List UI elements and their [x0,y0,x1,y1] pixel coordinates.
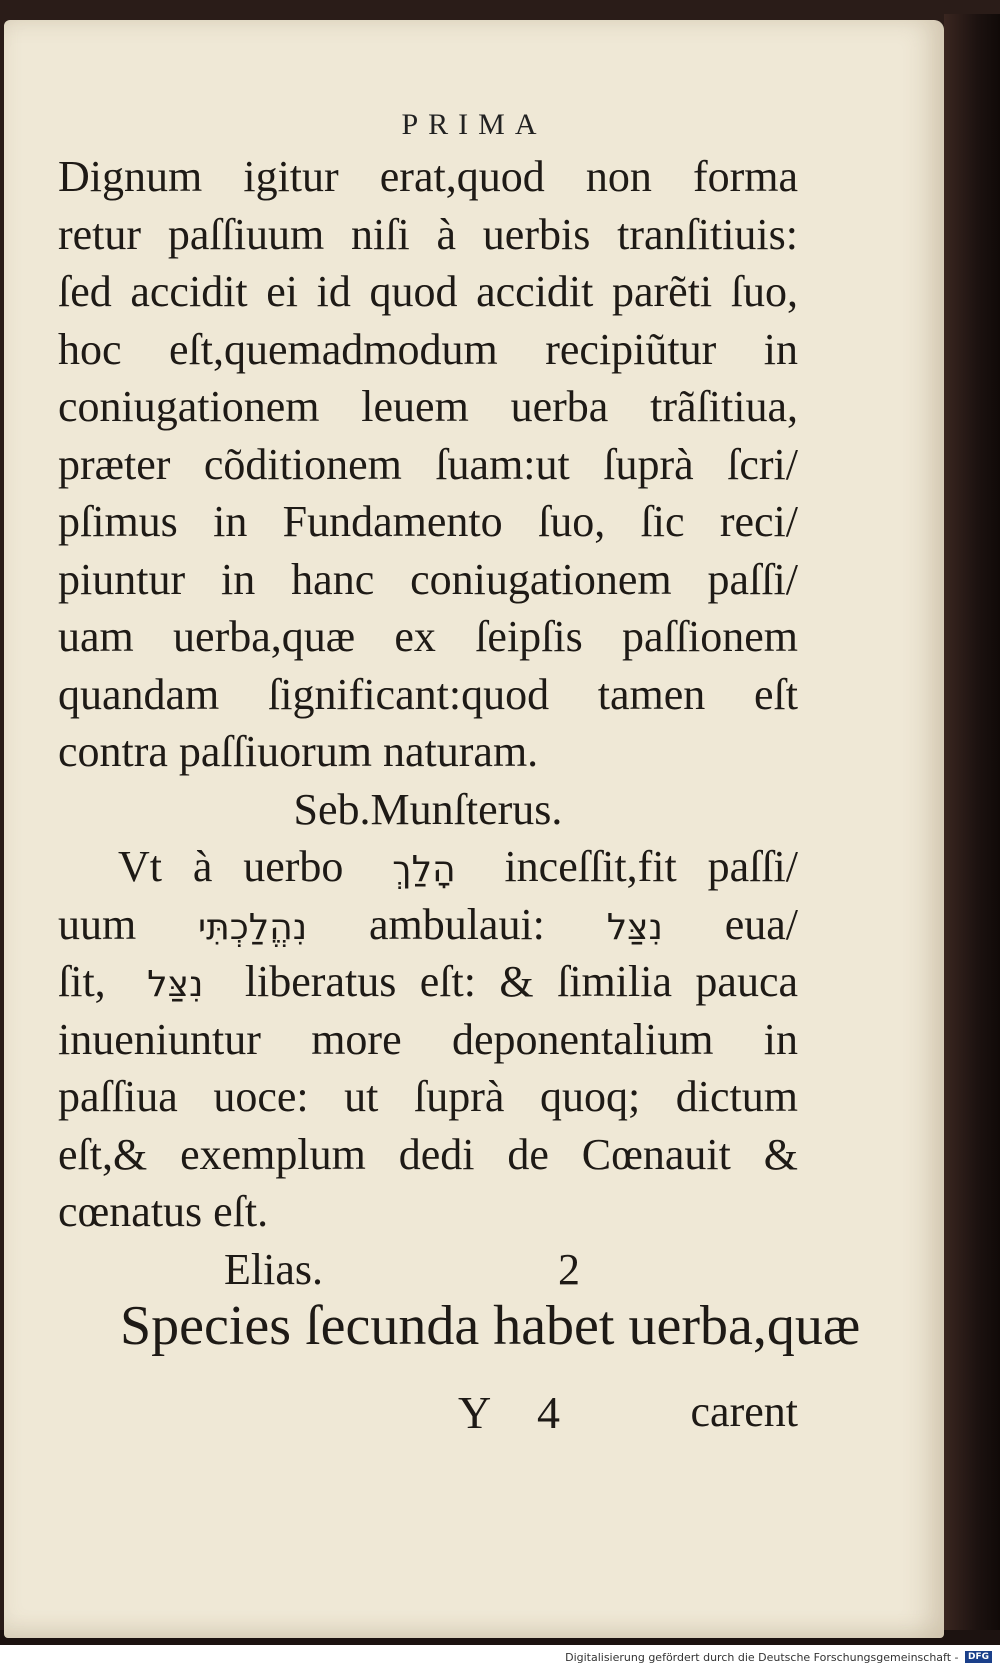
text-line: pſimus in Fundamento ſuo, ſic reci/ [58,497,798,546]
text-line: hoc eſt,quemadmodum recipiũtur in [58,324,798,374]
text-line: ſed accidit ei id quod accidit parẽti ſuo, [58,267,798,316]
book-page [4,20,944,1638]
text-line: retur paſſiuum niſi à uerbis tranſitiuis: [58,209,798,259]
dfg-logo: DFG [965,1651,992,1663]
book-edge [944,14,1000,1640]
hebrew-word: הָלַךְ [392,849,456,890]
text-fragment: eua/ [724,899,799,949]
hebrew-word: נִהֱלַכְתִּי [198,906,308,948]
section-number: 2 [558,1244,580,1294]
text-line: uam uerba,quæ ex ſeipſis paſſionem [58,612,798,661]
text-fragment: Vt à uerbo [118,842,344,891]
text-line [58,1295,861,1357]
signature-line [58,1386,798,1446]
text-line: contra paſſiuorum naturam. [58,727,539,776]
text-line: Dignum igitur erat,quod non forma [58,152,798,201]
text-line-hebrew [58,838,798,896]
text-line: paſſiua uoce: ut ſuprà quoq; dictum [58,1072,798,1121]
author-heading: Elias. [224,1244,323,1294]
author-line [58,1241,798,1299]
author-heading: Seb.Munſterus. [293,784,563,834]
hebrew-word: נִצַּל [147,964,204,1005]
text-line: præter cõditionem ſuam:ut ſuprà ſcri/ [58,439,798,489]
running-head: PRIMA [401,108,547,141]
text-line: quandam ſignificant:quod tamen eſt [58,669,798,719]
text-line: cœnatus eſt. [58,1187,269,1236]
text-fragment: Species ſecunda habet uerba,quæ [120,1295,861,1357]
text-fragment: liberatus eſt: & ſimilia pauca [244,957,799,1006]
text-line: coniugationem leuem uerba trãſitiua, [58,382,798,431]
text-line-hebrew [58,953,798,1011]
hebrew-word: נִצַּל [606,906,663,948]
digitization-footer [0,1650,992,1670]
text-fragment: inceſſit,fit paſſi/ [504,842,799,891]
text-line: inueniuntur more deponentalium in [58,1014,798,1064]
catchword: carent [690,1387,798,1436]
signature-mark: Y 4 [458,1387,579,1438]
text-fragment: uum [58,899,137,949]
text-fragment: ſit, [58,957,106,1006]
text-line: piuntur in hanc coniugationem paſſi/ [58,554,798,604]
page-text [58,148,861,1357]
footer-text: Digitalisierung gefördert durch die Deutsche Forschungsgemeinschaft - [565,1650,959,1664]
text-line: eſt,& exemplum dedi de Cœnauit & [58,1129,798,1179]
text-line-hebrew [58,896,798,954]
text-fragment: ambulaui: [368,899,545,949]
